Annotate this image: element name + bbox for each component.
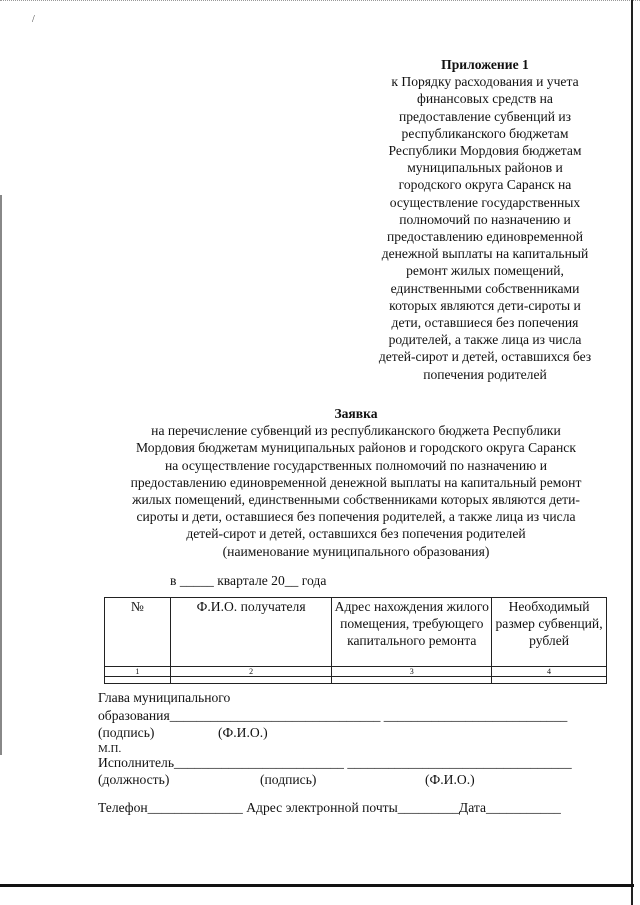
executor-line: Исполнитель_________________________ _________________________________	[98, 755, 572, 770]
table-row	[105, 677, 607, 684]
table-header-row	[105, 598, 607, 667]
request-line: на перечисление субвенций из республиканского бюджета Республики	[151, 423, 561, 439]
scan-right-edge	[631, 0, 633, 905]
appendix-line: финансовых средств на	[417, 91, 553, 107]
appendix-line: ремонт жилых помещений,	[406, 263, 564, 279]
appendix-line: республиканского бюджетам	[401, 125, 569, 141]
contact-line: Телефон______________ Адрес электронной почты_________Дата___________	[98, 800, 561, 815]
subsidy-table	[104, 597, 607, 684]
appendix-title: Приложение 1	[441, 57, 529, 72]
request-line: предоставлению единовременной денежной выплаты на капитальный ремонт	[130, 474, 582, 490]
stamp-label: М.П.	[98, 743, 122, 755]
scan-bottom-edge	[0, 884, 634, 887]
col-address-header: Адрес нахождения жилого помещения, требующего капитального ремонта	[332, 598, 492, 667]
fio-label: (Ф.И.О.)	[218, 725, 268, 740]
appendix-line: муниципальных районов и	[407, 160, 563, 176]
scan-top-edge	[0, 0, 640, 7]
head-signature-line: образования_______________________________ ___________________________	[98, 708, 568, 723]
podpis-label-2: (подпись)	[260, 772, 317, 787]
appendix-line: детей-сирот и детей, оставшихся без	[378, 349, 592, 365]
appendix-line: родителей, а также лица из числа	[388, 332, 582, 348]
appendix-line: к Порядку расходования и учета	[391, 74, 579, 90]
request-line: на осуществление государственных полномочий по назначению и	[165, 457, 547, 473]
quarter-line: в _____ квартале 20__ года	[170, 573, 327, 588]
col-number-header: №	[105, 598, 171, 667]
position-label: (должность)	[98, 772, 170, 787]
scan-left-edge	[0, 195, 2, 755]
appendix-line: денежной выплаты на капитальный	[381, 246, 589, 262]
head-title-line1: Глава муниципального	[98, 690, 231, 705]
col-index: 1	[105, 667, 171, 677]
request-line: жилых помещений, единственными собственниками которых являются дети-	[132, 492, 580, 508]
request-line: сироты и дети, оставшиеся без попечения родителей, а также лица из числа	[136, 509, 576, 525]
appendix-line: которых являются дети-сироты и	[389, 297, 581, 313]
request-line: Мордовия бюджетам муниципальных районов и городского округа Саранск	[136, 440, 576, 456]
request-line: детей-сирот и детей, оставшихся без попечения родителей	[186, 526, 526, 542]
podpis-label: (подпись)	[98, 725, 155, 740]
col-index: 3	[332, 667, 492, 677]
col-index: 4	[492, 667, 607, 677]
request-header	[92, 405, 620, 560]
col-recipient-header: Ф.И.О. получателя	[170, 598, 332, 667]
appendix-line: дети, оставшиеся без попечения	[391, 315, 579, 331]
table-number-row	[105, 667, 607, 677]
fio-label-2: (Ф.И.О.)	[425, 772, 475, 787]
appendix-line: единственными собственниками	[390, 280, 580, 296]
appendix-line: полномочий по назначению и	[399, 211, 571, 227]
scan-mark: /	[32, 14, 35, 25]
appendix-line: осуществление государственных	[389, 194, 581, 210]
col-amount-header: Необходимый размер субвенций, рублей	[492, 598, 607, 667]
appendix-header	[356, 56, 614, 383]
request-title: Заявка	[334, 406, 378, 421]
appendix-line: попечения родителей	[423, 366, 547, 382]
appendix-line: городского округа Саранск на	[398, 177, 572, 193]
municipality-caption: (наименование муниципального образования)	[222, 543, 490, 559]
appendix-line: предоставление субвенций из	[398, 108, 572, 124]
col-index: 2	[170, 667, 332, 677]
appendix-line: предоставлению единовременной	[387, 229, 583, 245]
appendix-line: Республики Мордовия бюджетам	[388, 143, 582, 159]
